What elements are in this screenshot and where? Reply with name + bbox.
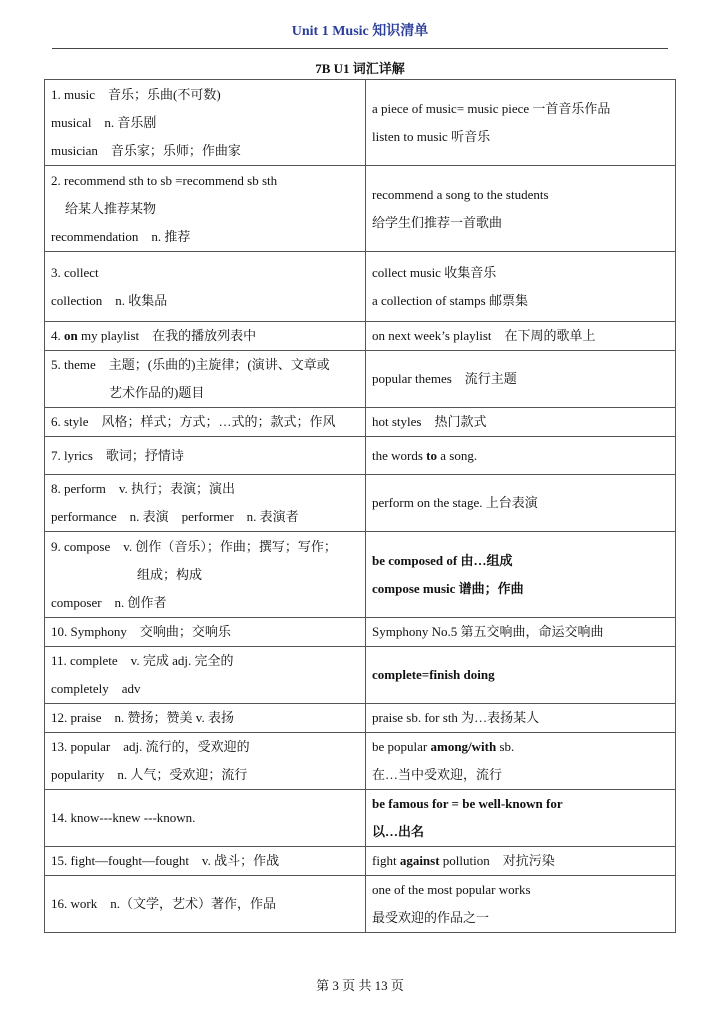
table-row	[45, 408, 676, 437]
cell-line: 9. compose v. 创作（音乐）；作曲；撰写；写作；	[51, 538, 337, 554]
word-cell	[45, 618, 366, 647]
cell-line: 13. popular adj. 流行的，受欢迎的	[51, 739, 250, 754]
cell-line: 以…出名	[372, 824, 425, 839]
usage-cell	[366, 647, 676, 704]
cell-line: 1. music 音乐；乐曲(不可数)	[51, 86, 221, 102]
cell-line	[372, 442, 669, 470]
cell-line: musical n. 音乐剧	[51, 114, 157, 130]
word-cell	[45, 475, 366, 532]
cell-line: 16. work n.（文学，艺术）著作，作品	[51, 896, 276, 911]
header-divider	[52, 48, 668, 49]
cell-line: popular themes 流行主题	[372, 371, 517, 386]
page-number-footer: 第 3 页 共 13 页	[316, 978, 404, 993]
word-cell	[45, 166, 366, 252]
usage-cell	[366, 351, 676, 408]
cell-line: 2. recommend sth to sb =recommend sb sth	[51, 172, 278, 188]
section-title: 7B U1 词汇详解	[315, 61, 405, 76]
bold-text-run: on	[64, 328, 78, 343]
cell-line: 15. fight—fought—fought v. 战斗；作战	[51, 853, 280, 868]
cell-line: compose music 谱曲；作曲	[372, 580, 524, 596]
table-row	[45, 790, 676, 847]
word-cell	[45, 733, 366, 790]
cell-line: recommend a song to the students	[372, 186, 549, 202]
text-run: 4.	[51, 328, 64, 343]
cell-line: completely adv	[51, 681, 141, 696]
cell-line: 7. lyrics 歌词；抒情诗	[51, 447, 184, 463]
cell-line: 10. Symphony 交响曲；交响乐	[51, 624, 231, 639]
word-cell	[45, 322, 366, 351]
cell-line: performance n. 表演 performer n. 表演者	[51, 509, 299, 524]
cell-line	[372, 733, 669, 761]
usage-cell	[366, 733, 676, 790]
bold-text-run: to	[426, 447, 438, 463]
table-row	[45, 322, 676, 351]
cell-line: complete=finish doing	[372, 667, 495, 682]
header-title-en: Unit 1 Music	[291, 24, 369, 39]
usage-cell	[366, 618, 676, 647]
cell-line: 11. complete v. 完成 adj. 完全的	[51, 653, 234, 668]
word-cell	[45, 351, 366, 408]
header-title-cn: 知识清单	[372, 24, 429, 39]
cell-line: a piece of music= music piece 一首音乐作品	[372, 100, 611, 116]
usage-cell	[366, 704, 676, 733]
text-run: my playlist 在我的播放列表中	[77, 328, 257, 343]
cell-line: 在…当中受欢迎，流行	[372, 767, 503, 782]
cell-line: one of the most popular works	[372, 882, 531, 897]
table-row	[45, 704, 676, 733]
usage-cell	[366, 790, 676, 847]
usage-cell	[366, 80, 676, 166]
cell-line: 给某人推荐某物	[65, 200, 157, 216]
word-cell	[45, 437, 366, 475]
cell-line: be composed of 由…组成	[372, 552, 513, 568]
cell-line: perform on the stage. 上台表演	[372, 495, 538, 510]
table-row	[45, 876, 676, 933]
cell-line: popularity n. 人气；受欢迎；流行	[51, 767, 248, 782]
usage-cell	[366, 876, 676, 933]
text-run: a song.	[437, 447, 478, 463]
cell-line: 12. praise n. 赞扬；赞美 v. 表扬	[51, 710, 234, 725]
word-cell	[45, 876, 366, 933]
cell-line: 8. perform v. 执行；表演；演出	[51, 481, 236, 496]
text-run: be popular	[372, 739, 431, 754]
table-row	[45, 647, 676, 704]
cell-line: composer n. 创作者	[51, 594, 167, 610]
usage-cell	[366, 408, 676, 437]
bold-text-run: against	[399, 853, 440, 868]
usage-cell	[366, 847, 676, 876]
text-run: the words	[372, 447, 427, 463]
cell-line: 3. collect	[51, 264, 99, 280]
cell-line	[372, 847, 669, 875]
cell-line: be famous for = be well-known for	[372, 796, 563, 811]
cell-line: 最受欢迎的作品之一	[372, 910, 490, 925]
table-row	[45, 437, 676, 475]
cell-line: praise sb. for sth 为…表扬某人	[372, 710, 540, 725]
usage-cell	[366, 252, 676, 322]
vocabulary-table	[44, 79, 676, 933]
usage-cell	[366, 166, 676, 252]
word-cell	[45, 704, 366, 733]
table-row	[45, 80, 676, 166]
table-row	[45, 475, 676, 532]
bold-text-run: among/with	[430, 739, 497, 754]
table-row	[45, 532, 676, 618]
cell-line: 14. know---knew ---known.	[51, 810, 196, 825]
cell-line: hot styles 热门款式	[372, 414, 487, 429]
cell-line: 6. style 风格；样式；方式；…式的；款式；作风	[51, 414, 336, 429]
table-row	[45, 252, 676, 322]
cell-line: recommendation n. 推荐	[51, 228, 191, 244]
cell-line: 5. theme 主题；(乐曲的)主旋律；(演讲、文章或	[51, 357, 330, 372]
word-cell	[45, 252, 366, 322]
cell-line: collect music 收集音乐	[372, 264, 497, 280]
cell-line: 组成；构成	[137, 566, 203, 582]
cell-line	[51, 322, 359, 350]
word-cell	[45, 647, 366, 704]
table-row	[45, 733, 676, 790]
cell-line: 艺术作品的)题目	[109, 385, 205, 400]
word-cell	[45, 532, 366, 618]
table-row	[45, 618, 676, 647]
table-row	[45, 166, 676, 252]
cell-line: listen to music 听音乐	[372, 128, 491, 144]
cell-line: 给学生们推荐一首歌曲	[372, 214, 503, 230]
text-run: fight	[372, 853, 400, 868]
word-cell	[45, 847, 366, 876]
text-run: sb.	[496, 739, 515, 754]
table-row	[45, 351, 676, 408]
page-header	[0, 20, 720, 40]
cell-line: on next week’s playlist 在下周的歌单上	[372, 328, 596, 343]
cell-line: musician 音乐家；乐师；作曲家	[51, 142, 241, 158]
word-cell	[45, 790, 366, 847]
usage-cell	[366, 475, 676, 532]
usage-cell	[366, 532, 676, 618]
cell-line: collection n. 收集品	[51, 292, 168, 308]
usage-cell	[366, 437, 676, 475]
cell-line: a collection of stamps 邮票集	[372, 292, 528, 308]
word-cell	[45, 80, 366, 166]
table-row	[45, 847, 676, 876]
word-cell	[45, 408, 366, 437]
cell-line: Symphony No.5 第五交响曲，命运交响曲	[372, 624, 604, 639]
usage-cell	[366, 322, 676, 351]
text-run: pollution 对抗污染	[439, 853, 555, 868]
